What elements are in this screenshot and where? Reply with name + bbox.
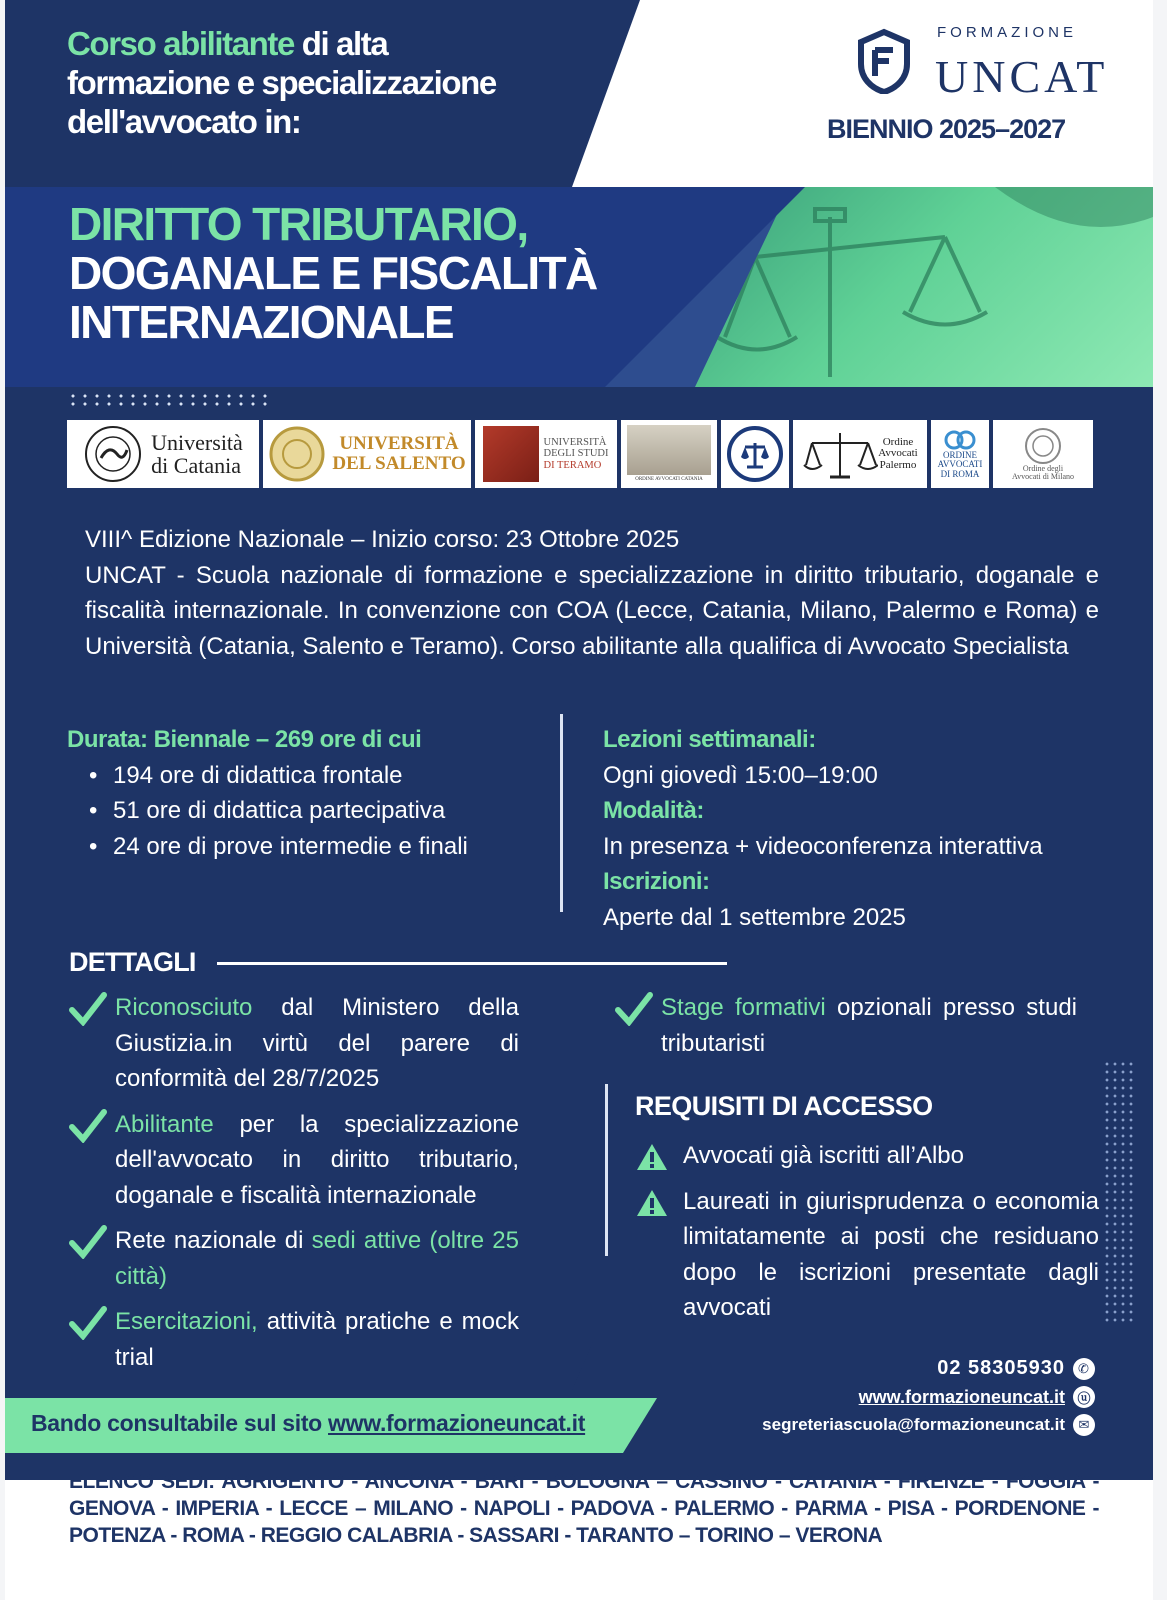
edition-line: VIII^ Edizione Nazionale – Inizio corso: 23 Ottobre 2025: [85, 526, 680, 553]
lezioni-value: Ogni giovedì 15:00–19:00: [603, 761, 878, 789]
milano-line-1: Ordine degli: [1022, 463, 1064, 473]
riconosciuto-highlight: Riconosciuto: [115, 994, 253, 1021]
checkmark-icon: [615, 992, 653, 1026]
logo-coa-palermo: [793, 420, 927, 488]
bando-text: [31, 1410, 585, 1437]
partner-logos: [67, 420, 1097, 488]
stage-section: [615, 990, 1077, 1071]
roma-knot-icon: [943, 429, 977, 451]
column-divider: [560, 714, 563, 912]
rete-highlight: sedi attive (oltre 25 città): [115, 1227, 519, 1290]
durata-section: [67, 722, 547, 864]
coa-catania-illustration-icon: [627, 425, 711, 475]
course-title: [69, 200, 709, 347]
durata-item: • 51 ore di didattica partecipativa: [89, 793, 547, 829]
teramo-line-3: DI TERAMO: [543, 459, 602, 471]
schedule-section: [603, 722, 1103, 935]
lecce-seal-icon: [726, 425, 784, 483]
durata-label: Durata: Biennale – 269 ore di cui: [67, 726, 422, 753]
palermo-line-2: Avvocati: [878, 447, 918, 460]
dettagli-item-abilitante: [69, 1107, 519, 1214]
dettagli-item-riconosciuto: [69, 990, 519, 1097]
warning-icon: [635, 1142, 669, 1172]
logo-universita-catania: [67, 420, 259, 488]
email-link[interactable]: segreteriascuola@formazioneuncat.it: [762, 1415, 1065, 1434]
stage-text: opzionali presso studi tributaristi: [661, 994, 1077, 1057]
catania-line-1: Università: [151, 429, 243, 455]
palermo-line-3: Palermo: [879, 458, 917, 471]
rete-text: Rete nazionale di: [115, 1227, 312, 1254]
requisiti-divider: [605, 1084, 608, 1256]
durata-item: • 194 ore di didattica frontale: [89, 758, 547, 794]
modalita-label: Modalità:: [603, 797, 704, 824]
durata-item: • 24 ore di prove intermedie e finali: [89, 829, 547, 865]
brand-uncat: UNCAT: [935, 51, 1109, 102]
sedi-list: ELENCO SEDI: AGRIGENTO - ANCONA - BARI - BOLOGNA – CASSINO - CATANIA - FIRENZE - FOGGIA - GENOVA - IMPERIA - LECCE – MILANO - NAPOLI - PADOVA - PALERMO - PARMA - PISA - PORDENONE - POTENZA - ROMA - REGGIO CALABRIA - SASSARI - TARANTO – TORINO – VERONA: [69, 1470, 1099, 1547]
requisiti-item-text: Avvocati già iscritti all’Albo: [683, 1142, 965, 1169]
decorative-side-dots: [1103, 1060, 1133, 1325]
poster: [5, 0, 1153, 1600]
requisiti-item: [635, 1184, 1099, 1326]
coa-catania-label: ORDINE AVVOCATI CATANIA: [635, 477, 703, 483]
checkmark-icon: [69, 1109, 107, 1143]
uncat-logo: [855, 22, 1115, 102]
catania-seal-icon: [83, 424, 143, 484]
contact-phone[interactable]: [937, 1357, 1095, 1380]
brand-formazione: FORMAZIONE: [937, 24, 1077, 41]
logo-coa-milano: [993, 420, 1093, 488]
logo-universita-salento: [263, 420, 471, 488]
roma-line-2: AVVOCATI: [937, 459, 983, 470]
course-title-line-3: INTERNAZIONALE: [69, 296, 453, 348]
logo-coa-catania: [621, 420, 717, 488]
esercitazioni-text: attività pratiche e mock trial: [115, 1308, 519, 1371]
abilitante-text: per la specializzazione dell'avvocato in diritto tributario, doganale e fiscalità internazionale: [115, 1110, 519, 1209]
requisiti-item-text: Laureati in giurisprudenza o economia limitatamente ai posti che residuano dopo le iscrizioni presentate dagli avvocati: [683, 1187, 1099, 1321]
palermo-scales-icon: [802, 425, 878, 483]
dettagli-title: DETTAGLI: [69, 947, 196, 977]
roma-line-3: DI ROMA: [940, 468, 980, 479]
biennio-label: BIENNIO 2025–2027: [827, 114, 1066, 144]
catania-line-2: di Catania: [151, 453, 241, 478]
milano-line-2: Avvocati di Milano: [1011, 472, 1075, 481]
checkmark-icon: [69, 1306, 107, 1340]
bando-label: Bando consultabile sul sito: [31, 1410, 329, 1436]
logo-coa-roma: [931, 420, 989, 488]
mail-icon: ✉: [1073, 1414, 1095, 1436]
uncat-shield-icon: [855, 28, 913, 94]
modalita-value: In presenza + videoconferenza interattiva: [603, 832, 1043, 860]
phone-icon: ✆: [1073, 1358, 1095, 1380]
course-title-line-2: DOGANALE E FISCALITÀ: [69, 247, 597, 299]
requisiti-item: [635, 1138, 1099, 1174]
teramo-line-1: UNIVERSITÀ: [543, 437, 607, 449]
salento-line-1: UNIVERSITÀ: [339, 433, 459, 455]
course-title-line-1: DIRITTO TRIBUTARIO,: [69, 198, 528, 250]
intro-body: UNCAT - Scuola nazionale di formazione e specializzazione in diritto tributario, doganale e fiscalità internazionale. In convenzione con COA (Lecce, Catania, Milano, Palermo e Roma) e Università (Catania, Salento e Teramo). Corso abilitante alla qualifica di Avvocato Specialista: [85, 561, 1099, 660]
iscrizioni-label: Iscrizioni:: [603, 868, 710, 895]
palermo-line-1: Ordine: [882, 435, 914, 448]
warning-icon: [635, 1188, 669, 1218]
teramo-line-2: DEGLI STUDI: [543, 448, 609, 460]
durata-list: [67, 758, 547, 865]
heading-line-3: dell'avvocato in:: [67, 103, 301, 140]
bando-link[interactable]: www.formazioneuncat.it: [328, 1410, 586, 1436]
logo-universita-teramo: [475, 420, 617, 488]
dettagli-rule: [217, 962, 727, 965]
intro-text: [85, 522, 1099, 664]
riconosciuto-text: dal Ministero della Giustizia.in virtù del parere di conformità del 28/7/2025: [115, 994, 519, 1092]
course-heading: [67, 24, 607, 141]
website-link[interactable]: www.formazioneuncat.it: [858, 1386, 1065, 1407]
iscrizioni-value: Aperte dal 1 settembre 2025: [603, 903, 906, 931]
uncat-small-logo-icon: ⓤ: [1073, 1386, 1095, 1408]
checkmark-icon: [69, 992, 107, 1026]
dettagli-item-esercitazioni: [69, 1304, 519, 1375]
heading-line-2: formazione e specializzazione: [67, 64, 496, 101]
dettagli-item-stage: [615, 990, 1077, 1061]
esercitazioni-highlight: Esercitazioni,: [115, 1308, 258, 1335]
dettagli-item-rete: [69, 1223, 519, 1294]
teramo-cube-icon: [483, 426, 539, 482]
salento-line-2: DEL SALENTO: [332, 453, 466, 474]
checkmark-icon: [69, 1225, 107, 1259]
abilitante-highlight: Abilitante: [115, 1110, 214, 1138]
requisiti-title: REQUISITI DI ACCESSO: [635, 1091, 933, 1121]
roma-line-1: ORDINE: [943, 449, 977, 460]
dettagli-list: [69, 990, 519, 1385]
requisiti-list: [635, 1138, 1099, 1336]
logo-coa-lecce: [721, 420, 789, 488]
phone-number[interactable]: 02 58305930: [937, 1357, 1065, 1379]
contact-website[interactable]: [859, 1386, 1095, 1408]
stage-highlight: Stage formativi: [661, 994, 826, 1021]
salento-seal-icon: [268, 425, 326, 483]
contact-email[interactable]: [762, 1414, 1095, 1436]
lezioni-label: Lezioni settimanali:: [603, 726, 816, 753]
heading-rest: di alta: [293, 25, 388, 62]
decorative-dots: [67, 392, 267, 408]
heading-highlight: Corso abilitante: [67, 25, 294, 62]
milano-seal-icon: [1024, 427, 1062, 465]
